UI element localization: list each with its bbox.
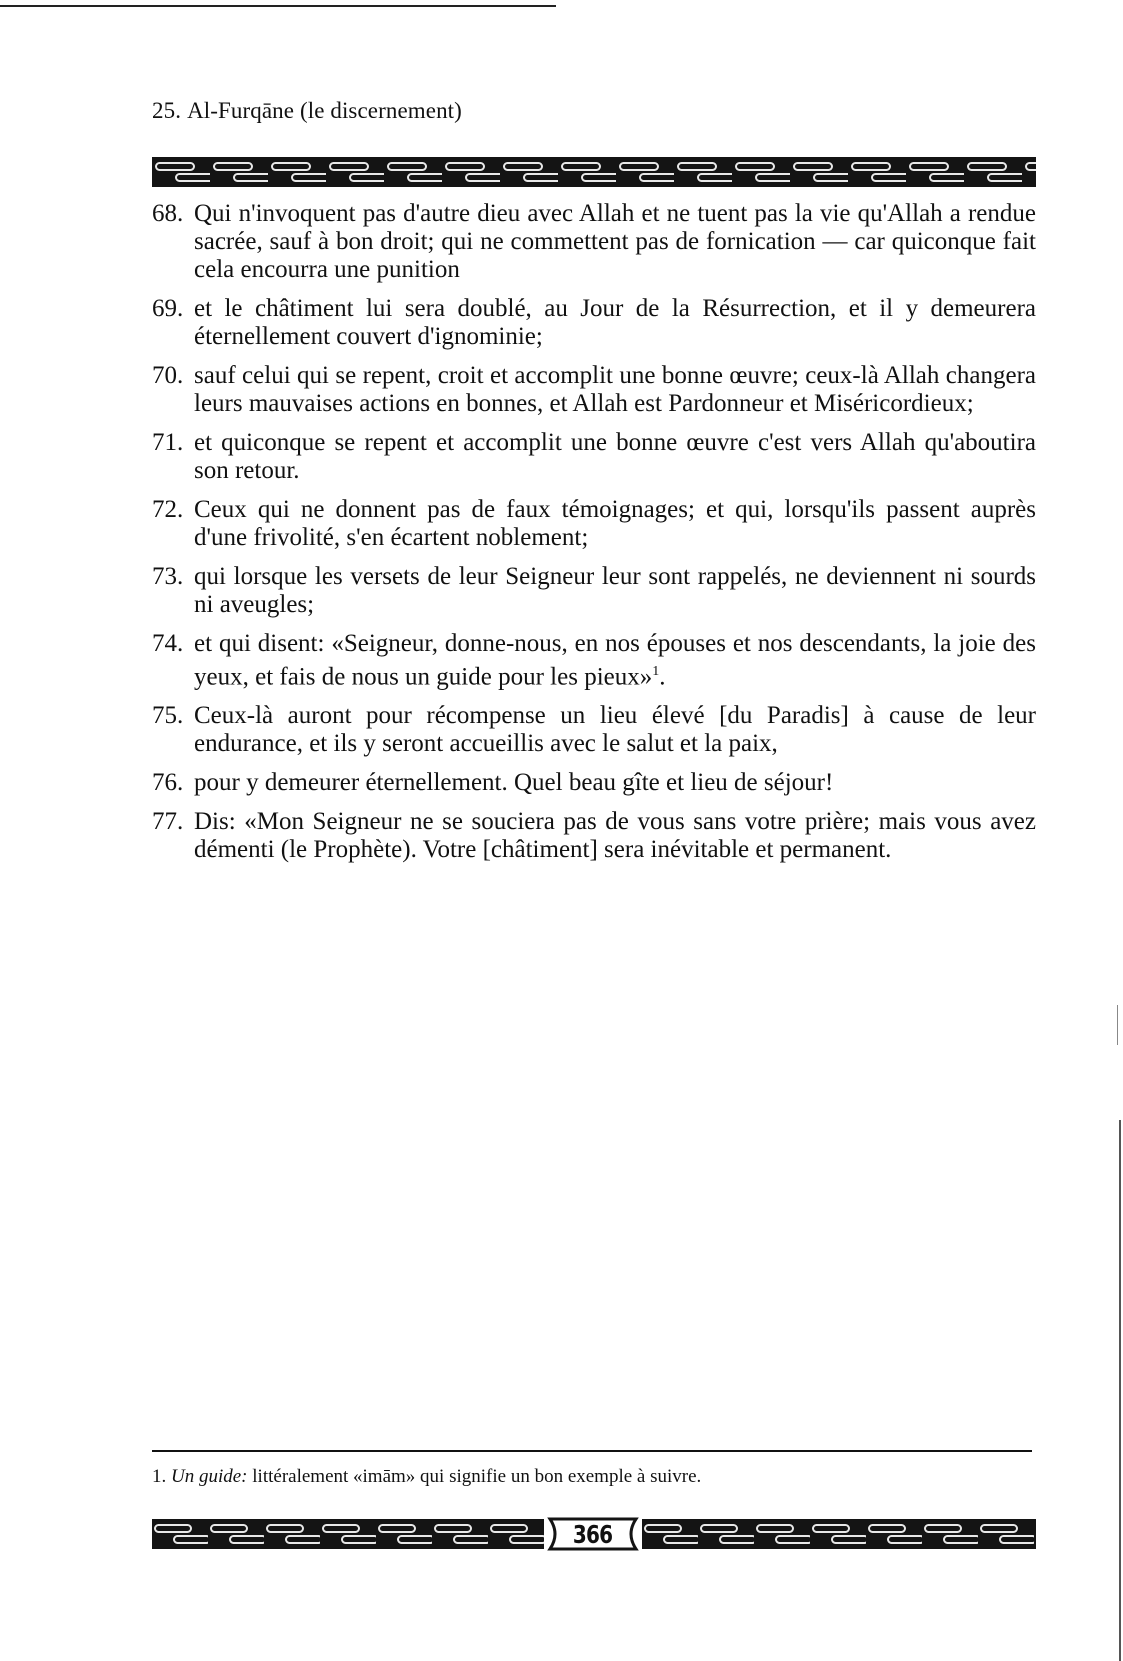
verse-text: sauf celui qui se repent, croit et accomplit une bonne œuvre; ceux-là Allah changera leurs mauvaises actions en bonnes, et Allah est Pardonneur et Miséricordieux; [194, 362, 1036, 417]
verse-text: Ceux-là auront pour récompense un lieu élevé [du Paradis] à cause de leur endurance, et ils y seront accueillis avec le salut et la paix, [194, 702, 1036, 758]
verse-text: Dis: «Mon Seigneur ne se souciera pas de vous sans votre prière; mais vous avez démenti (le Prophète). Votre [châtiment] sera inévitable et permanent. [194, 808, 1036, 864]
verse-text: Ceux qui ne donnent pas de faux témoignages; et qui, lorsqu'ils passent auprès d'une frivolité, s'en écartent noblement; [194, 496, 1036, 551]
verse [152, 429, 1036, 485]
footnote-reference[interactable]: 1 [652, 664, 660, 679]
verse [152, 362, 1036, 418]
chain-ornament [642, 1519, 1036, 1549]
verse-number: 71. [152, 429, 184, 456]
chain-ornament-left [152, 1519, 544, 1549]
verse-number: 74. [152, 630, 184, 657]
verse [152, 630, 1036, 691]
chapter-number: 25. [152, 98, 182, 123]
footnote-divider [152, 1450, 1032, 1452]
footnote-number: 1. [152, 1466, 167, 1487]
verse-text: et qui disent: «Seigneur, donne-nous, en nos épouses et nos descendants, la joie des yeux, et fais de nous un guide pour les pieux»$^1$. [194, 630, 1036, 691]
ornamental-chain-band-top [152, 157, 1036, 187]
verse-number: 69. [152, 295, 184, 322]
chain-ornament [152, 1519, 544, 1549]
page-number: 366 [573, 1519, 613, 1549]
chain-ornament [152, 157, 1036, 187]
verse-text: qui lorsque les versets de leur Seigneur leur sont rappelés, ne deviennent ni sourds ni aveugles; [194, 563, 1036, 618]
verse [152, 295, 1036, 351]
top-edge-rule [0, 5, 556, 7]
footnote-term: Un guide: [171, 1466, 248, 1487]
scan-edge-mark [1117, 1005, 1118, 1045]
verse-text: et le châtiment lui sera doublé, au Jour de la Résurrection, et il y demeurera éternellement couvert d'ignominie; [194, 295, 1036, 350]
running-header [152, 98, 462, 124]
verse-list [152, 200, 1036, 875]
verse [152, 769, 1036, 797]
verse [152, 563, 1036, 619]
ornamental-chain-band-bottom [152, 1517, 1036, 1551]
chapter-title: Al-Furqāne (le discernement) [187, 98, 462, 123]
verse-body: et qui disent: «Seigneur, donne-nous, en nos épouses et nos descendants, la joie des yeux, et fais de nous un guide pour les pieux» [194, 630, 1036, 691]
verse-text: pour y demeurer éternellement. Quel beau gîte et lieu de séjour! [194, 769, 834, 797]
chain-ornament-right [642, 1519, 1036, 1549]
verse [152, 808, 1036, 864]
verse-number: 77. [152, 808, 184, 836]
verse [152, 702, 1036, 758]
verse [152, 496, 1036, 552]
footnote-text: littéralement «imām» qui signifie un bon exemple à suivre. [252, 1466, 702, 1487]
verse-number: 68. [152, 200, 184, 227]
verse-number: 75. [152, 702, 184, 730]
verse-number: 76. [152, 769, 184, 797]
footnote [152, 1466, 701, 1488]
scan-edge-rule [1119, 1120, 1121, 1661]
verse-number: 72. [152, 496, 184, 523]
verse-text: Qui n'invoquent pas d'autre dieu avec Allah et ne tuent pas la vie qu'Allah a rendue sacrée, sauf à bon droit; qui ne commettent pas de fornication — car quiconque fait cela encourra une punition [194, 200, 1036, 283]
page-number-badge [544, 1517, 642, 1551]
verse-number: 73. [152, 563, 184, 590]
verse-text: et quiconque se repent et accomplit une bonne œuvre c'est vers Allah qu'aboutira son retour. [194, 429, 1036, 484]
verse [152, 200, 1036, 284]
verse-number: 70. [152, 362, 184, 389]
